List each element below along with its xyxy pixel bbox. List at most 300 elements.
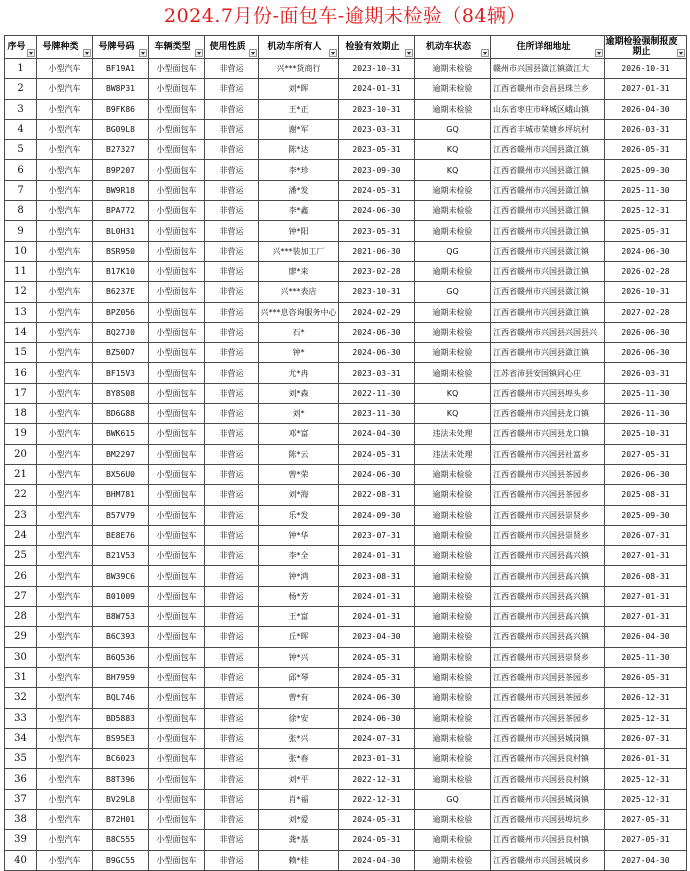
cell-scrap-deadline: 2027-01-31 [605,607,687,627]
cell-vehicle-type: 小型面包车 [149,667,205,687]
table-row [5,607,687,627]
cell-vehicle-type: 小型面包车 [149,749,205,769]
cell-vehicle-type: 小型面包车 [149,383,205,403]
table-row [5,160,687,180]
cell-usage: 非营运 [205,59,259,79]
cell-owner: 石* [259,322,339,342]
table-row [5,201,687,221]
cell-vehicle-type: 小型面包车 [149,119,205,139]
cell-valid-until: 2024-05-31 [339,180,415,200]
cell-plate-kind: 小型汽车 [37,607,93,627]
cell-usage: 非营运 [205,140,259,160]
cell-address: 江西省赣州市兴国县潋江镇 [491,140,605,160]
cell-scrap-deadline: 2026-06-30 [605,343,687,363]
cell-scrap-deadline: 2026-04-30 [605,627,687,647]
cell-valid-until: 2024-05-31 [339,444,415,464]
cell-plate-kind: 小型汽车 [37,749,93,769]
cell-plate-no: B8T396 [93,769,149,789]
cell-address: 山东省枣庄市峄城区峨山镇 [491,99,605,119]
cell-plate-no: BC6023 [93,749,149,769]
cell-address: 江西省赣州市兴国县潋江镇 [491,261,605,281]
cell-plate-kind: 小型汽车 [37,627,93,647]
cell-usage: 非营运 [205,180,259,200]
table-row [5,505,687,525]
table-row [5,444,687,464]
cell-seq: 26 [5,566,37,586]
cell-plate-no: B27327 [93,140,149,160]
cell-status: 逾期未检验 [415,464,491,484]
cell-vehicle-type: 小型面包车 [149,302,205,322]
cell-scrap-deadline: 2026-01-31 [605,749,687,769]
cell-seq: 3 [5,99,37,119]
cell-scrap-deadline: 2025-12-31 [605,789,687,809]
cell-valid-until: 2022-12-31 [339,769,415,789]
cell-plate-kind: 小型汽车 [37,444,93,464]
cell-address: 江西省赣州市兴国县良村镇 [491,749,605,769]
cell-owner: 潘*发 [259,180,339,200]
cell-owner: 李*珍 [259,160,339,180]
cell-plate-no: BF19A1 [93,59,149,79]
cell-address: 江西省赣州市兴国县高兴镇 [491,546,605,566]
cell-valid-until: 2024-06-30 [339,688,415,708]
cell-vehicle-type: 小型面包车 [149,140,205,160]
col-header-seq [5,36,37,59]
cell-seq: 1 [5,59,37,79]
cell-plate-no: BZ50D7 [93,343,149,363]
table-row [5,282,687,302]
cell-usage: 非营运 [205,607,259,627]
cell-valid-until: 2022-12-31 [339,789,415,809]
cell-owner: 钟*华 [259,525,339,545]
cell-address: 江西省赣州市兴国县高兴镇 [491,566,605,586]
cell-vehicle-type: 小型面包车 [149,99,205,119]
cell-address: 江西省赣州市兴国县龙口镇 [491,424,605,444]
cell-valid-until: 2023-09-30 [339,160,415,180]
cell-plate-kind: 小型汽车 [37,363,93,383]
cell-vehicle-type: 小型面包车 [149,809,205,829]
cell-status: KQ [415,140,491,160]
filter-dropdown-icon[interactable] [405,49,413,57]
cell-scrap-deadline: 2027-05-31 [605,444,687,464]
cell-valid-until: 2024-04-30 [339,424,415,444]
cell-status: KQ [415,160,491,180]
table-body [5,59,687,871]
cell-valid-until: 2023-03-31 [339,119,415,139]
cell-plate-kind: 小型汽车 [37,180,93,200]
cell-vehicle-type: 小型面包车 [149,282,205,302]
cell-plate-no: B8W753 [93,607,149,627]
cell-scrap-deadline: 2027-01-31 [605,586,687,606]
cell-address: 江西省赣州市兴国县茶园乡 [491,485,605,505]
cell-scrap-deadline: 2026-06-30 [605,464,687,484]
table-row [5,769,687,789]
table-row [5,404,687,424]
cell-plate-no: BPZ056 [93,302,149,322]
cell-seq: 22 [5,485,37,505]
cell-scrap-deadline: 2026-07-31 [605,728,687,748]
cell-plate-no: BW8P31 [93,79,149,99]
cell-status: 逾期未检验 [415,647,491,667]
cell-plate-no: BQ27J0 [93,322,149,342]
cell-valid-until: 2023-10-31 [339,99,415,119]
cell-owner: 刘* [259,404,339,424]
cell-usage: 非营运 [205,850,259,870]
cell-status: 逾期未检验 [415,830,491,850]
cell-valid-until: 2024-02-29 [339,302,415,322]
cell-vehicle-type: 小型面包车 [149,688,205,708]
cell-seq: 33 [5,708,37,728]
cell-valid-until: 2024-06-30 [339,464,415,484]
cell-status: 逾期未检验 [415,180,491,200]
cell-usage: 非营运 [205,322,259,342]
col-header-address [491,36,605,59]
cell-usage: 非营运 [205,119,259,139]
cell-status: 逾期未检验 [415,728,491,748]
cell-plate-no: BL0H31 [93,221,149,241]
cell-usage: 非营运 [205,404,259,424]
cell-plate-kind: 小型汽车 [37,586,93,606]
cell-usage: 非营运 [205,789,259,809]
cell-status: 逾期未检验 [415,201,491,221]
cell-plate-no: B72H01 [93,809,149,829]
cell-scrap-deadline: 2025-09-30 [605,160,687,180]
cell-plate-no: BM2297 [93,444,149,464]
cell-scrap-deadline: 2027-02-28 [605,302,687,322]
table-row [5,302,687,322]
cell-scrap-deadline: 2025-12-31 [605,708,687,728]
cell-status: 逾期未检验 [415,99,491,119]
cell-owner: 李*全 [259,546,339,566]
cell-status: QG [415,241,491,261]
cell-scrap-deadline: 2025-08-31 [605,485,687,505]
vehicle-table [4,35,687,871]
cell-vehicle-type: 小型面包车 [149,525,205,545]
cell-owner: 曾*荣 [259,464,339,484]
cell-vehicle-type: 小型面包车 [149,464,205,484]
filter-dropdown-icon[interactable] [595,49,603,57]
cell-vehicle-type: 小型面包车 [149,647,205,667]
table-row [5,728,687,748]
cell-vehicle-type: 小型面包车 [149,424,205,444]
cell-seq: 39 [5,830,37,850]
cell-valid-until: 2024-04-30 [339,850,415,870]
cell-valid-until: 2023-02-28 [339,261,415,281]
cell-address: 江西省赣州市兴国县潋江镇 [491,282,605,302]
cell-address: 江西省赣州市兴国县潋江镇 [491,201,605,221]
col-header-label: 机动车状态 [425,42,471,52]
cell-scrap-deadline: 2026-05-31 [605,667,687,687]
filter-dropdown-icon[interactable] [677,49,685,57]
cell-status: 违法未处理 [415,444,491,464]
cell-address: 江西省赣州市兴国县潋江镇 [491,343,605,363]
cell-plate-no: BX56U0 [93,464,149,484]
cell-vehicle-type: 小型面包车 [149,830,205,850]
cell-plate-no: BSR950 [93,241,149,261]
cell-seq: 13 [5,302,37,322]
cell-usage: 非营运 [205,728,259,748]
cell-valid-until: 2021-06-30 [339,241,415,261]
col-header-label: 号牌号码 [98,42,135,52]
cell-plate-no: B6Q536 [93,647,149,667]
cell-usage: 非营运 [205,444,259,464]
filter-dropdown-icon[interactable] [249,49,257,57]
cell-seq: 17 [5,383,37,403]
cell-owner: 钟*兴 [259,647,339,667]
cell-vehicle-type: 小型面包车 [149,627,205,647]
filter-dropdown-icon[interactable] [481,49,489,57]
cell-address: 江苏省沛县安国镇同心庄 [491,363,605,383]
cell-owner: 刘*平 [259,769,339,789]
cell-address: 江西省赣州市兴国县高兴镇 [491,586,605,606]
cell-address: 江西省赣州市兴国县潋江镇 [491,302,605,322]
cell-plate-kind: 小型汽车 [37,221,93,241]
table-row [5,789,687,809]
cell-seq: 23 [5,505,37,525]
cell-valid-until: 2022-11-30 [339,383,415,403]
cell-usage: 非营运 [205,99,259,119]
cell-status: 逾期未检验 [415,525,491,545]
cell-address: 江西省赣州市兴国县潋江镇 [491,241,605,261]
cell-plate-kind: 小型汽车 [37,464,93,484]
cell-plate-no: B9FK86 [93,99,149,119]
cell-seq: 38 [5,809,37,829]
cell-owner: 龚*基 [259,830,339,850]
cell-seq: 34 [5,728,37,748]
cell-plate-no: B21V53 [93,546,149,566]
cell-seq: 14 [5,322,37,342]
cell-status: 逾期未检验 [415,627,491,647]
cell-plate-no: BWK615 [93,424,149,444]
cell-vehicle-type: 小型面包车 [149,444,205,464]
col-header-label: 使用性质 [209,42,246,52]
filter-dropdown-icon[interactable] [195,49,203,57]
cell-owner: 丘*晖 [259,627,339,647]
col-header-label: 号牌种类 [42,42,79,52]
cell-valid-until: 2024-05-31 [339,830,415,850]
cell-owner: 李*鑫 [259,201,339,221]
cell-owner: 谢*军 [259,119,339,139]
cell-seq: 19 [5,424,37,444]
cell-valid-until: 2023-10-31 [339,282,415,302]
col-header-label: 机动车所有人 [267,42,322,52]
cell-owner: 王*正 [259,99,339,119]
cell-plate-no: BF15V3 [93,363,149,383]
cell-vehicle-type: 小型面包车 [149,708,205,728]
cell-plate-no: BH7959 [93,667,149,687]
cell-valid-until: 2024-06-30 [339,322,415,342]
cell-seq: 9 [5,221,37,241]
table-row [5,383,687,403]
cell-plate-kind: 小型汽车 [37,728,93,748]
cell-owner: 邓*富 [259,424,339,444]
cell-seq: 10 [5,241,37,261]
cell-plate-kind: 小型汽车 [37,201,93,221]
cell-valid-until: 2023-01-31 [339,749,415,769]
cell-seq: 15 [5,343,37,363]
cell-status: 逾期未检验 [415,667,491,687]
cell-valid-until: 2023-10-31 [339,59,415,79]
cell-seq: 2 [5,79,37,99]
cell-owner: 杨*芳 [259,586,339,606]
cell-usage: 非营运 [205,363,259,383]
cell-seq: 29 [5,627,37,647]
cell-plate-no: B8C555 [93,830,149,850]
cell-plate-kind: 小型汽车 [37,809,93,829]
cell-seq: 21 [5,464,37,484]
filter-dropdown-icon[interactable] [139,49,147,57]
cell-valid-until: 2024-05-31 [339,667,415,687]
table-row [5,850,687,870]
cell-valid-until: 2024-01-31 [339,546,415,566]
cell-plate-kind: 小型汽车 [37,322,93,342]
cell-scrap-deadline: 2026-03-31 [605,363,687,383]
cell-usage: 非营运 [205,586,259,606]
cell-valid-until: 2023-04-30 [339,627,415,647]
cell-owner: 肖*福 [259,789,339,809]
cell-plate-kind: 小型汽车 [37,99,93,119]
cell-plate-kind: 小型汽车 [37,261,93,281]
cell-vehicle-type: 小型面包车 [149,180,205,200]
cell-usage: 非营运 [205,221,259,241]
cell-plate-kind: 小型汽车 [37,830,93,850]
filter-dropdown-icon[interactable] [27,49,35,57]
col-header-plate-no [93,36,149,59]
cell-usage: 非营运 [205,383,259,403]
table-row [5,627,687,647]
table-row [5,241,687,261]
cell-status: 逾期未检验 [415,607,491,627]
table-row [5,546,687,566]
cell-owner: 张*春 [259,749,339,769]
cell-scrap-deadline: 2025-05-31 [605,221,687,241]
cell-owner: 徐*安 [259,708,339,728]
cell-status: KQ [415,383,491,403]
cell-status: 逾期未检验 [415,302,491,322]
cell-plate-no: B9GC55 [93,850,149,870]
cell-valid-until: 2024-05-31 [339,809,415,829]
cell-owner: 陈*达 [259,140,339,160]
cell-vehicle-type: 小型面包车 [149,505,205,525]
cell-plate-kind: 小型汽车 [37,59,93,79]
cell-status: 违法未处理 [415,424,491,444]
cell-valid-until: 2023-05-31 [339,140,415,160]
cell-scrap-deadline: 2026-06-30 [605,322,687,342]
cell-status: 逾期未检验 [415,586,491,606]
cell-plate-kind: 小型汽车 [37,647,93,667]
cell-usage: 非营运 [205,464,259,484]
cell-vehicle-type: 小型面包车 [149,404,205,424]
filter-dropdown-icon[interactable] [83,49,91,57]
cell-usage: 非营运 [205,160,259,180]
cell-owner: 兴***表店 [259,282,339,302]
cell-scrap-deadline: 2026-10-31 [605,59,687,79]
cell-seq: 35 [5,749,37,769]
cell-plate-no: B17K10 [93,261,149,281]
cell-address: 江西省赣州市兴国县崇贤乡 [491,647,605,667]
cell-status: 逾期未检验 [415,566,491,586]
cell-plate-no: B57V79 [93,505,149,525]
table-row [5,586,687,606]
cell-plate-kind: 小型汽车 [37,708,93,728]
cell-address: 江西省赣州市兴国县良村镇 [491,830,605,850]
cell-seq: 7 [5,180,37,200]
cell-address: 江西省赣州市兴国县茶园乡 [491,708,605,728]
cell-vehicle-type: 小型面包车 [149,261,205,281]
table-row [5,525,687,545]
cell-plate-no: BQL746 [93,688,149,708]
filter-dropdown-icon[interactable] [329,49,337,57]
cell-status: 逾期未检验 [415,79,491,99]
table-row [5,566,687,586]
cell-usage: 非营运 [205,749,259,769]
cell-plate-no: BV29L8 [93,789,149,809]
cell-status: 逾期未检验 [415,688,491,708]
cell-plate-no: B01009 [93,586,149,606]
cell-plate-kind: 小型汽车 [37,424,93,444]
cell-scrap-deadline: 2026-12-31 [605,688,687,708]
cell-plate-kind: 小型汽车 [37,79,93,99]
table-row [5,59,687,79]
table-row [5,708,687,728]
cell-status: 逾期未检验 [415,749,491,769]
cell-valid-until: 2023-05-31 [339,221,415,241]
cell-valid-until: 2024-01-31 [339,79,415,99]
cell-scrap-deadline: 2026-03-31 [605,119,687,139]
cell-scrap-deadline: 2026-04-30 [605,99,687,119]
cell-plate-no: BD5883 [93,708,149,728]
cell-usage: 非营运 [205,566,259,586]
page-title: 2024.7月份-面包车-逾期未检验（84辆） [164,5,526,27]
cell-status: 逾期未检验 [415,363,491,383]
cell-plate-no: BW9R18 [93,180,149,200]
cell-usage: 非营运 [205,688,259,708]
cell-valid-until: 2023-07-31 [339,525,415,545]
cell-scrap-deadline: 2025-09-30 [605,505,687,525]
cell-scrap-deadline: 2026-02-28 [605,261,687,281]
cell-owner: 廖*来 [259,261,339,281]
cell-valid-until: 2024-05-31 [339,647,415,667]
cell-vehicle-type: 小型面包车 [149,769,205,789]
cell-valid-until: 2024-01-31 [339,586,415,606]
cell-status: KQ [415,404,491,424]
cell-plate-kind: 小型汽车 [37,383,93,403]
cell-seq: 4 [5,119,37,139]
cell-scrap-deadline: 2027-05-31 [605,809,687,829]
cell-valid-until: 2024-07-31 [339,728,415,748]
cell-seq: 6 [5,160,37,180]
cell-usage: 非营运 [205,424,259,444]
cell-owner: 钟*鸿 [259,566,339,586]
cell-address: 江西省赣州市兴国县茶园乡 [491,667,605,687]
cell-address: 江西省赣州市兴国县城岗乡 [491,850,605,870]
cell-plate-kind: 小型汽车 [37,505,93,525]
cell-plate-kind: 小型汽车 [37,241,93,261]
col-header-scrap-deadline [605,36,687,59]
cell-plate-kind: 小型汽车 [37,485,93,505]
cell-seq: 11 [5,261,37,281]
cell-seq: 36 [5,769,37,789]
cell-valid-until: 2024-06-30 [339,201,415,221]
cell-address: 江西省赣州市兴国县良村镇 [491,769,605,789]
col-header-label: 序号 [7,42,26,52]
cell-plate-no: BPA772 [93,201,149,221]
cell-status: 逾期未检验 [415,261,491,281]
cell-owner: 兴***货商行 [259,59,339,79]
cell-plate-kind: 小型汽车 [37,525,93,545]
cell-scrap-deadline: 2026-07-31 [605,525,687,545]
cell-scrap-deadline: 2027-05-31 [605,830,687,850]
cell-address: 江西省赣州市兴国县城岗镇 [491,789,605,809]
